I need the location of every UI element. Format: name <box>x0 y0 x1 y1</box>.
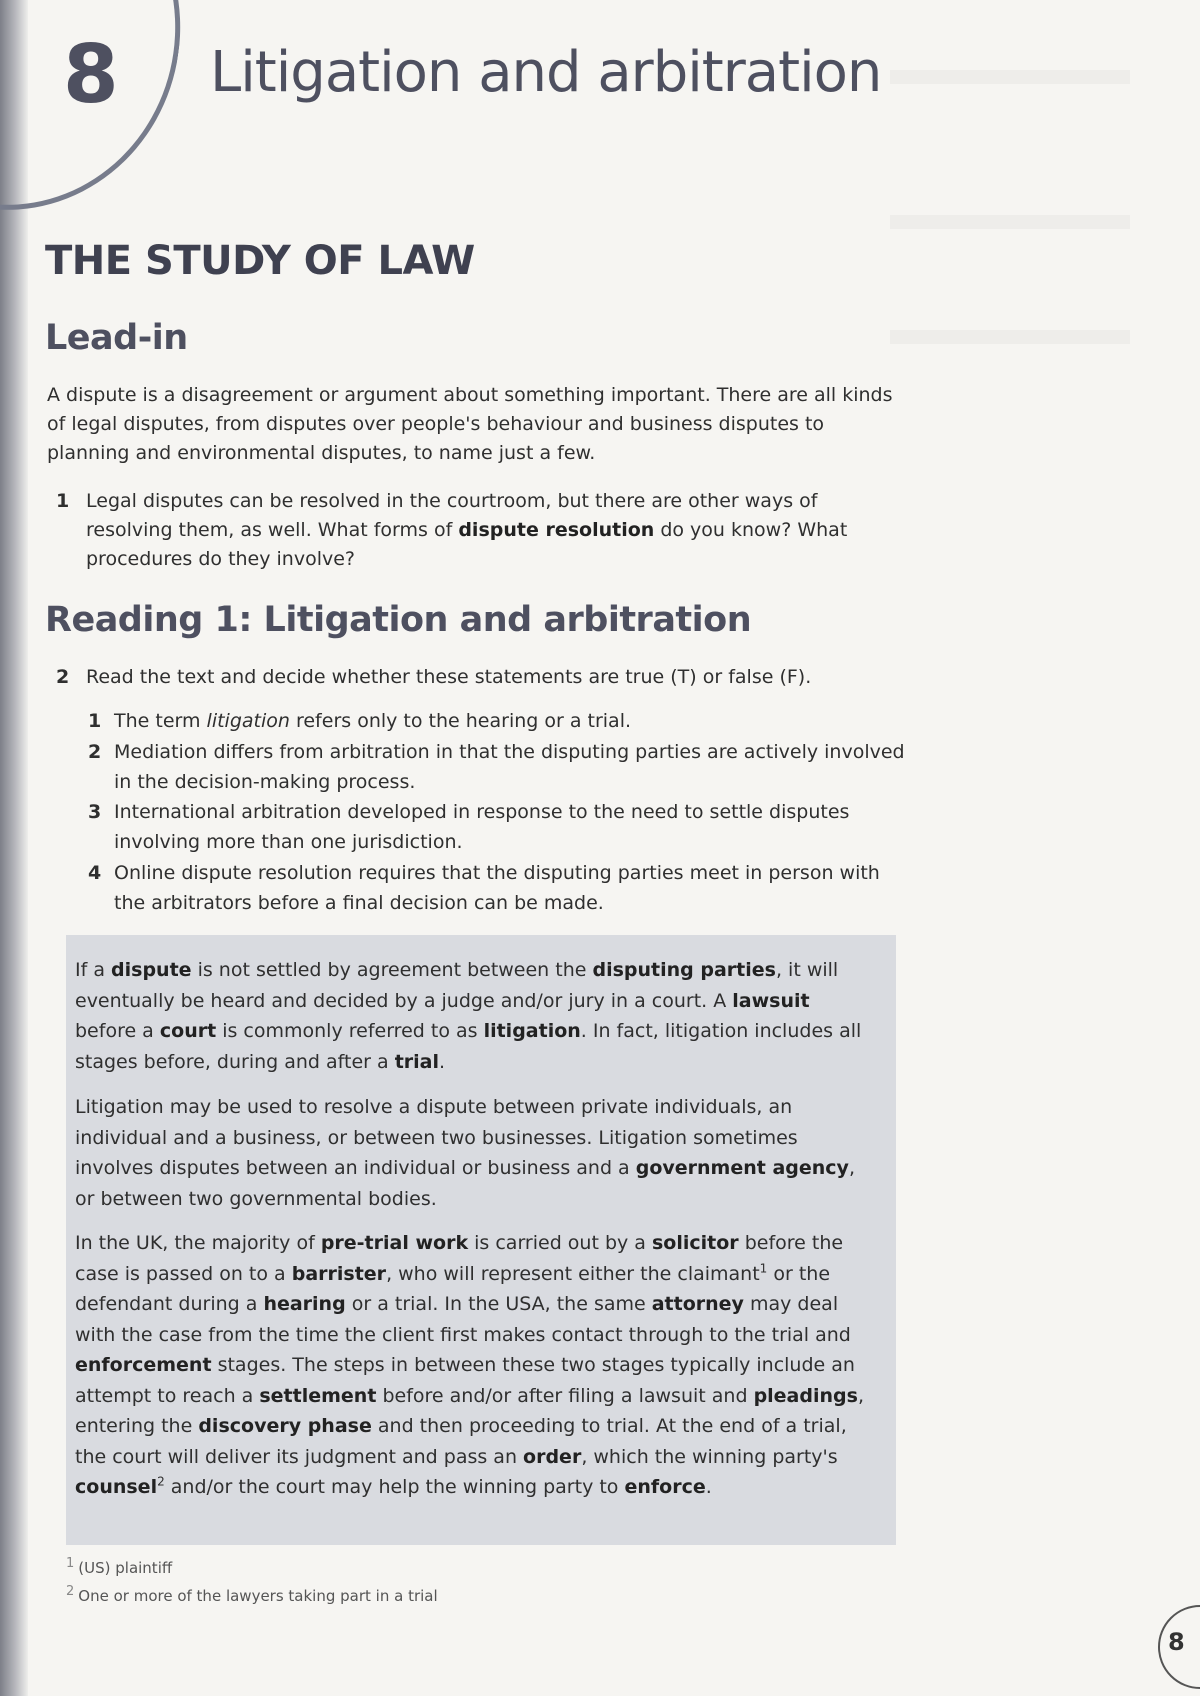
question-2-text: Read the text and decide whether these statements are true (T) or false (F). <box>86 666 812 688</box>
reading-paragraph-3: In the UK, the majority of pre-trial work is carried out by a solicitor before the case is passed on to a barrister, who will represent either the claimant$^1$ or the defendant during a hearing or a trial. In the USA, the same attorney may deal with the case from the time the client first makes contact through to the trial and enforcement stages. The steps in between these two stages typically include an attempt to reach a settlement before and/or after filing a lawsuit and pleadings, entering the discovery phase and then proceeding to trial. At the end of a trial, the court will deliver its judgment and pass an order, which the winning party's counsel$^2$ and/or the court may help the winning party to enforce. <box>75 1232 864 1498</box>
show-through-line <box>890 215 1130 229</box>
reading-paragraph-1: If a dispute is not settled by agreement between the disputing parties, it will eventually be heard and decided by a judge and/or jury in a court. A lawsuit before a court is commonly referred to as litigation. In fact, litigation includes all stages before, during and after a trial. <box>75 959 862 1073</box>
reading-heading: Reading 1: Litigation and arbitration <box>45 600 752 640</box>
chapter-number: 8 <box>63 28 117 121</box>
question-1-number: 1 <box>56 490 70 512</box>
question-1-text: Legal disputes can be resolved in the courtroom, but there are other ways of resolving them, as well. What forms of dispute resolution do you know? What procedures do they involve? <box>86 490 848 570</box>
leadin-intro: A dispute is a disagreement or argument about something important. There are all kinds of legal disputes, from disputes over people's behaviour and business disputes to planning and environmental disputes, to name just a few. <box>47 384 893 464</box>
binding-shadow <box>0 0 28 1696</box>
footnote: 1 (US) plaintiff <box>66 1556 173 1577</box>
show-through-line <box>890 330 1130 344</box>
reading-paragraph-2: Litigation may be used to resolve a dispute between private individuals, an individual and a business, or between two businesses. Litigation sometimes involves disputes between an individual or business and a government agency, or between two governmental bodies. <box>75 1096 855 1210</box>
footnote: 2 One or more of the lawyers taking part in a trial <box>66 1584 438 1605</box>
leadin-heading: Lead-in <box>45 318 188 358</box>
chapter-title: Litigation and arbitration <box>210 40 882 105</box>
show-through-line <box>890 70 1130 84</box>
section-title: THE STUDY OF LAW <box>45 238 475 284</box>
page-number: 8 <box>1168 1628 1185 1656</box>
question-2-number: 2 <box>56 666 70 688</box>
